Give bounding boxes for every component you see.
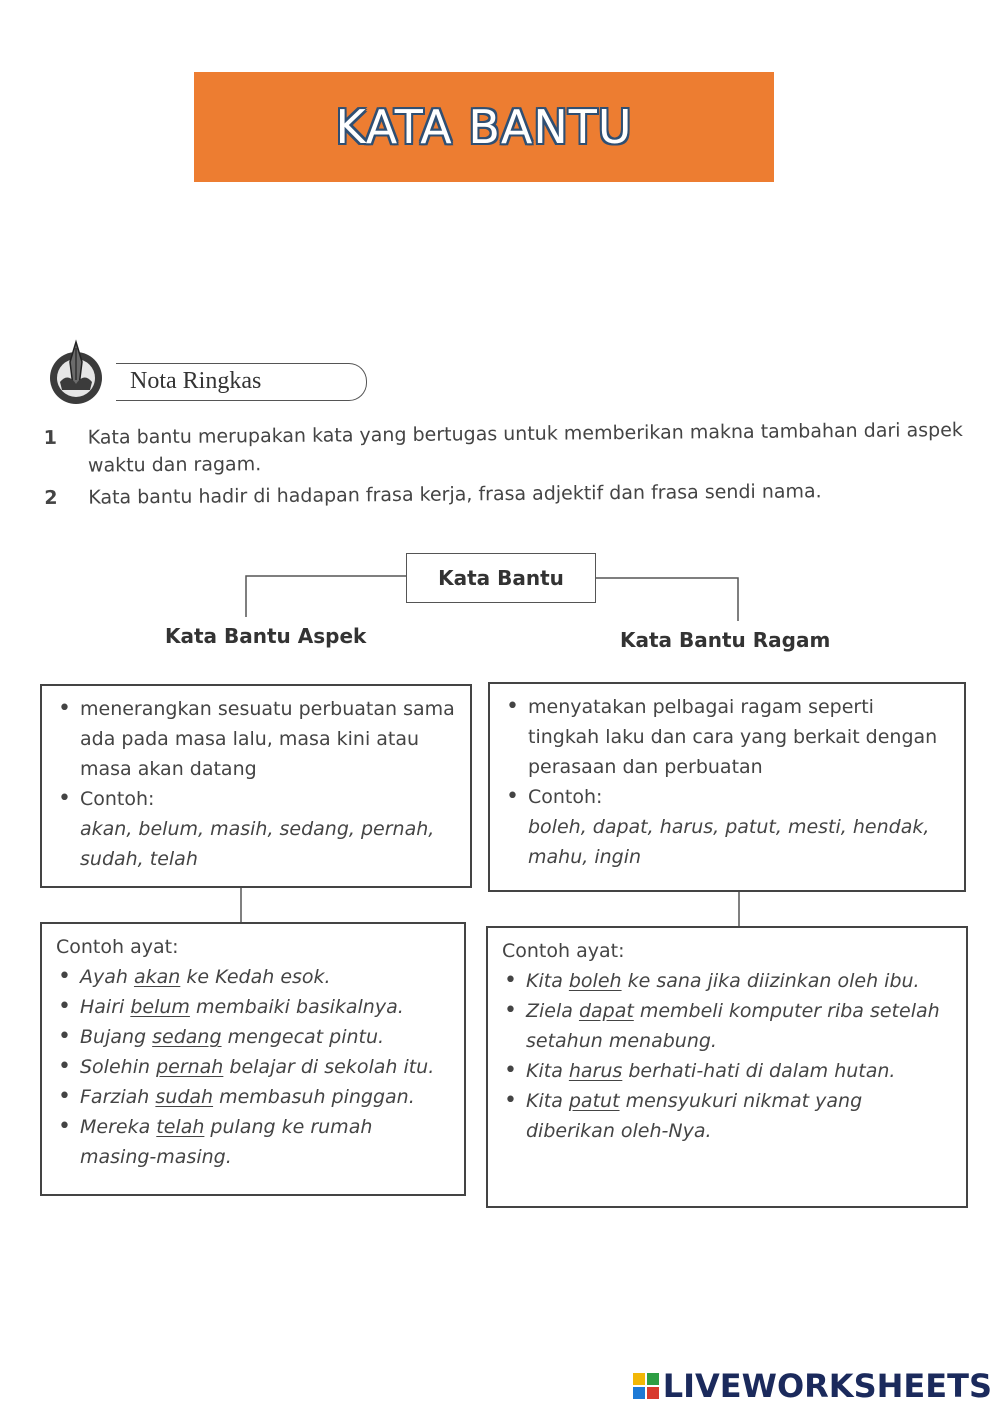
connector-left xyxy=(246,576,406,617)
ragam-ayat-box xyxy=(486,926,968,1208)
logo-grid-icon xyxy=(633,1373,659,1399)
intro-text: Kata bantu merupakan kata yang bertugas untuk memberikan makna tambahan dari aspek waktu dan ragam. xyxy=(87,419,963,477)
aspek-ayat-label: Contoh ayat: xyxy=(56,936,179,958)
title-banner xyxy=(194,72,774,182)
nota-label-box xyxy=(116,363,367,401)
intro-text: Kata bantu hadir di hadapan frasa kerja, frasa adjektif dan frasa sendi nama. xyxy=(88,480,822,509)
liveworksheets-logo[interactable] xyxy=(633,1367,992,1405)
aspek-ayat-item: • Farziah sudah membasuh pinggan. xyxy=(56,1082,450,1112)
intro-number: 1 xyxy=(43,426,58,450)
aspek-ayat-item: • Solehin pernah belajar di sekolah itu. xyxy=(56,1052,450,1082)
aspek-ayat-item: • Ayah akan ke Kedah esok. xyxy=(56,962,450,992)
aspek-ayat-box xyxy=(40,922,466,1196)
aspek-contoh: akan, belum, masih, sedang, pernah, sudah, telah xyxy=(80,818,435,870)
logo-square xyxy=(647,1373,659,1385)
ragam-ayat-item: • Ziela dapat membeli komputer riba setelah setahun menabung. xyxy=(502,996,952,1056)
ragam-ayat-item: • Kita boleh ke sana jika diizinkan oleh ibu. xyxy=(502,966,952,996)
ragam-ayat-item: • Kita harus berhati-hati di dalam hutan. xyxy=(502,1056,952,1086)
ragam-contoh-label: • Contoh: xyxy=(504,782,950,812)
intro-number: 2 xyxy=(44,486,58,510)
aspek-desc-box xyxy=(40,684,472,888)
ragam-ayat-item: • Kita patut mensyukuri nikmat yang diberikan oleh-Nya. xyxy=(502,1086,952,1146)
logo-square xyxy=(633,1387,645,1399)
ragam-desc: • menyatakan pelbagai ragam seperti tingkah laku dan cara yang berkait dengan perasaan dan perbuatan xyxy=(504,692,950,782)
aspek-ayat-item: • Mereka telah pulang ke rumah masing-masing. xyxy=(56,1112,450,1172)
aspek-title: Kata Bantu Aspek xyxy=(165,624,367,648)
logo-square xyxy=(633,1373,645,1385)
aspek-desc: • menerangkan sesuatu perbuatan sama ada pada masa lalu, masa kini atau masa akan datang xyxy=(56,694,456,784)
aspek-contoh-label: • Contoh: xyxy=(56,784,456,814)
pen-nib-icon xyxy=(46,338,126,408)
diagram-root: Kata Bantu xyxy=(406,553,596,603)
connector-right xyxy=(594,578,738,621)
logo-square xyxy=(647,1387,659,1399)
page-title: KATA BANTU xyxy=(335,100,633,154)
intro-item xyxy=(44,416,974,480)
ragam-contoh: boleh, dapat, harus, patut, mesti, hendak, mahu, ingin xyxy=(528,816,930,868)
intro-list xyxy=(44,416,975,516)
logo-text: LIVEWORKSHEETS xyxy=(662,1367,992,1405)
aspek-ayat-item: • Bujang sedang mengecat pintu. xyxy=(56,1022,450,1052)
nota-label: Nota Ringkas xyxy=(130,368,262,394)
ragam-ayat-label: Contoh ayat: xyxy=(502,940,625,962)
ragam-title: Kata Bantu Ragam xyxy=(620,628,831,652)
ragam-desc-box xyxy=(488,682,966,892)
intro-item xyxy=(44,476,974,512)
aspek-ayat-item: • Hairi belum membaiki basikalnya. xyxy=(56,992,450,1022)
nota-ringkas-header xyxy=(46,338,326,408)
